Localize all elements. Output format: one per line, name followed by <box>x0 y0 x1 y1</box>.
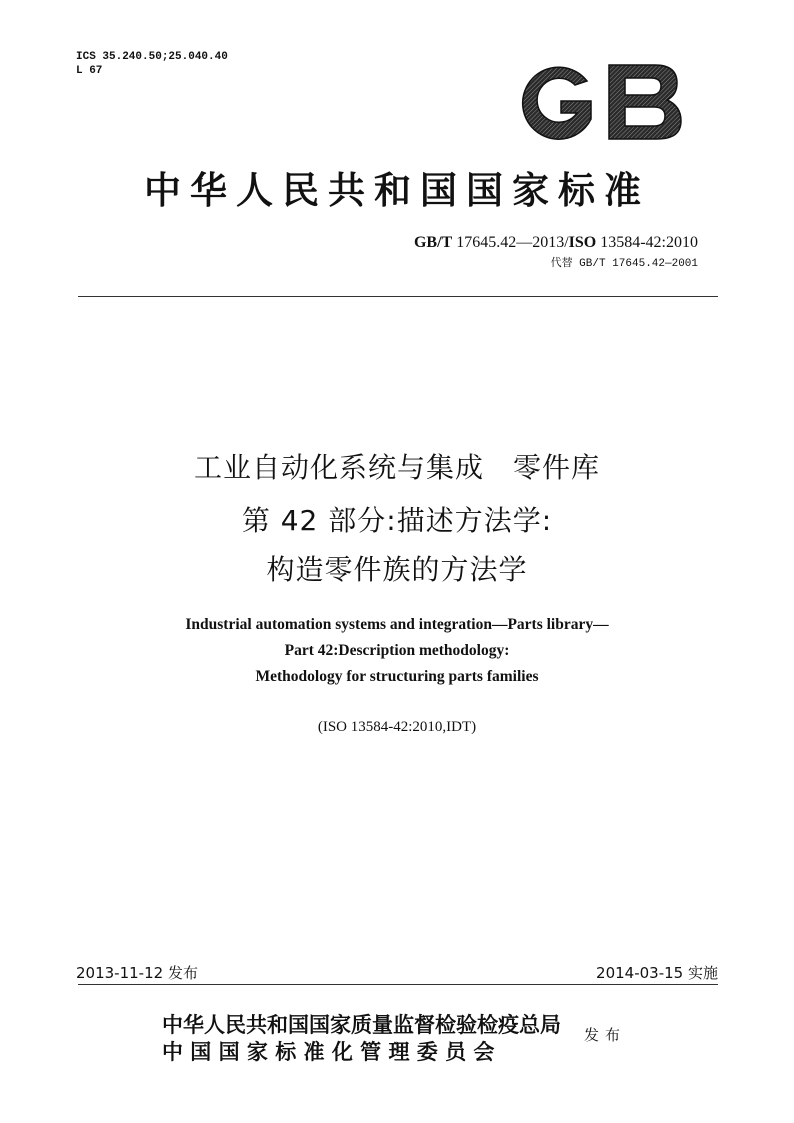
iso-body: 13584-42:2010 <box>596 234 698 251</box>
title-en-line3: Methodology for structuring parts families <box>255 668 539 685</box>
issue-date: 2013-11-12 发布 <box>76 964 198 982</box>
national-standard-title: 中华人民共和国国家标准 <box>144 168 650 212</box>
header-divider <box>78 296 718 297</box>
classification-codes <box>76 50 228 78</box>
org-line2: 中 国 国 家 标 准 化 管 理 委 员 会 <box>162 1039 495 1064</box>
publish-label: 发布 <box>584 1026 627 1044</box>
title-en-line1: Industrial automation systems and integration—Parts library— <box>185 616 609 633</box>
ics-code: ICS 35.240.50;25.040.40 <box>76 51 228 63</box>
title-cn-line1: 工业自动化系统与集成 零件库 <box>193 451 600 484</box>
title-en-line2: Part 42:Description methodology: <box>284 642 510 659</box>
standard-prefix: GB/T <box>413 234 453 251</box>
title-cn-line2: 第 42 部分:描述方法学: <box>241 504 553 537</box>
iso-reference: (ISO 13584-42:2010,IDT) <box>317 719 477 735</box>
org-line1: 中华人民共和国国家质量监督检验检疫总局 <box>162 1012 561 1037</box>
ccs-code: L 67 <box>76 65 103 77</box>
standard-number <box>414 234 698 252</box>
implement-date: 2014-03-15 实施 <box>596 964 718 982</box>
standard-body: 17645.42—2013/ <box>452 234 569 251</box>
footer-divider <box>78 984 718 985</box>
iso-prefix: ISO <box>568 234 597 251</box>
replaces-standard: 代替 GB/T 17645.42—2001 <box>550 258 698 270</box>
title-cn-line3: 构造零件族的方法学 <box>266 553 528 586</box>
gb-logo <box>517 61 682 143</box>
